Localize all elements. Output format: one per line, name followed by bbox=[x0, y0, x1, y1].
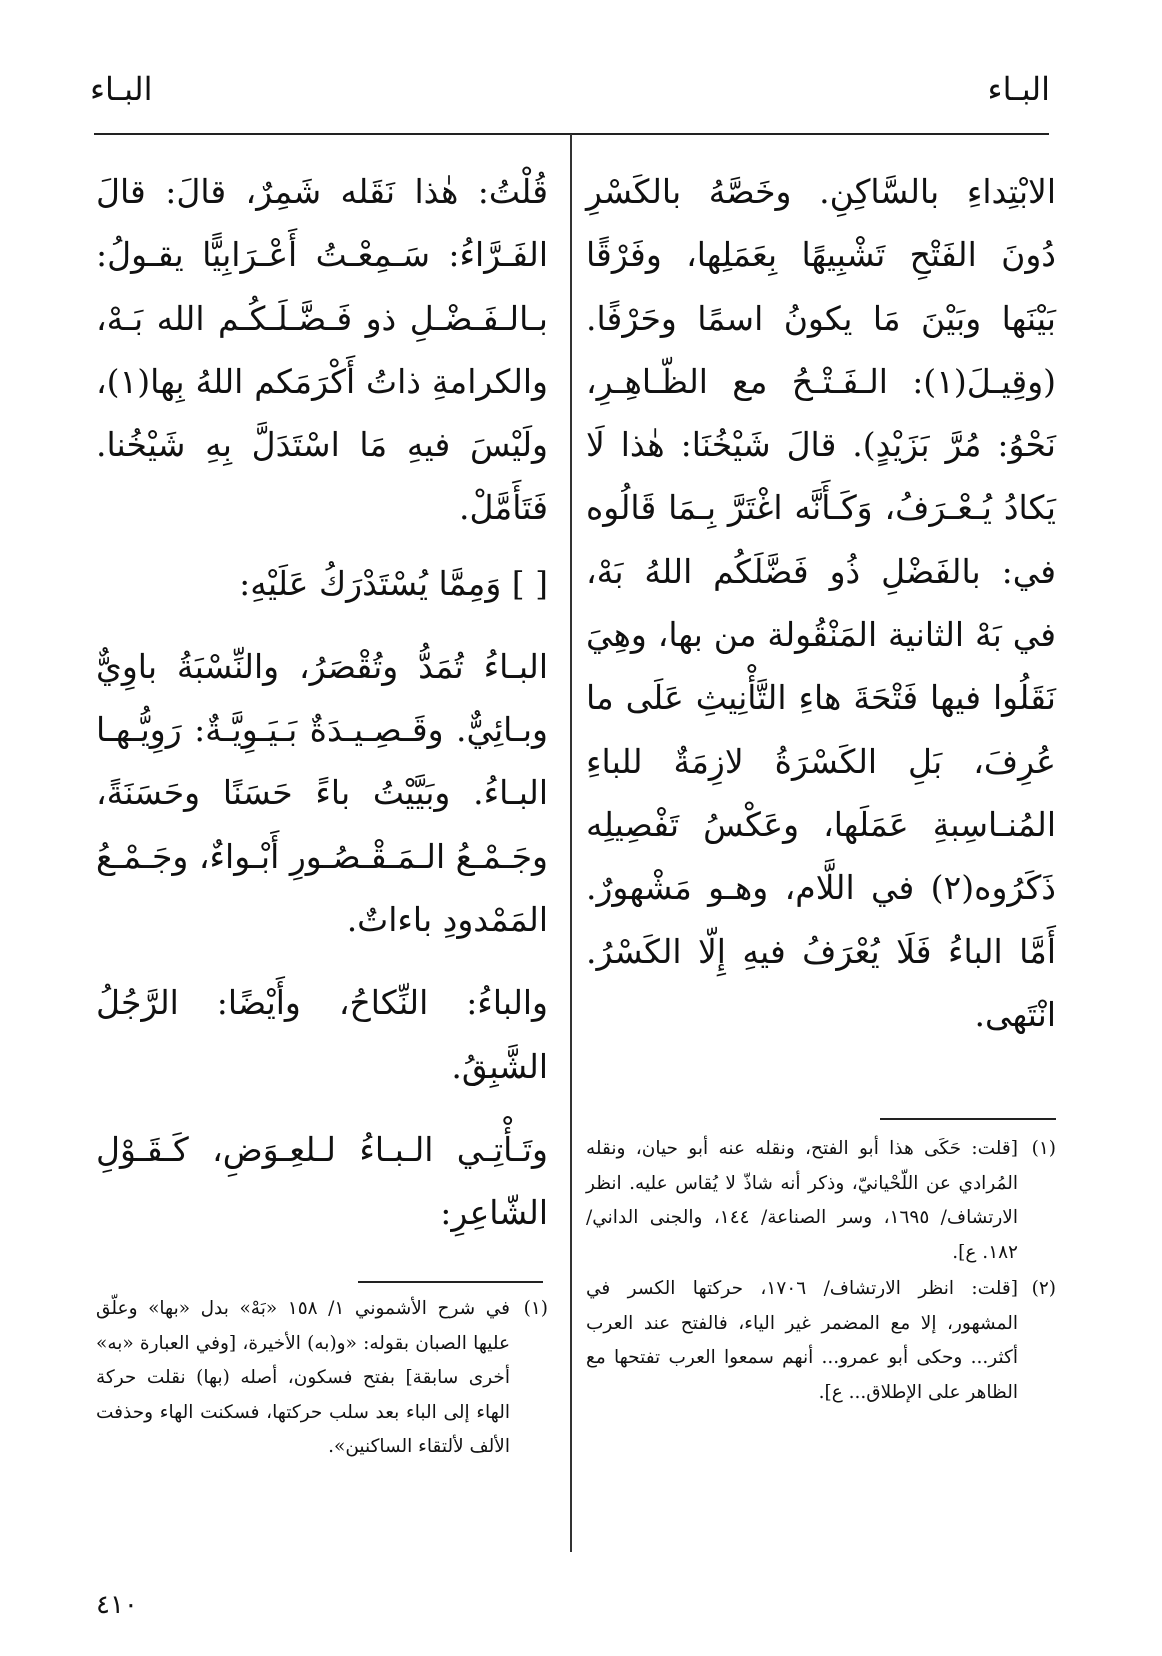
column-divider bbox=[570, 134, 572, 1552]
footnote-rule-left bbox=[358, 1281, 543, 1283]
footnote-text: في شرح الأشموني ١/ ١٥٨ «بَهْ» بدل «بها» وعلّق عليها الصبان بقوله: «و(به) الأخيرة، [وفي العبارة «به» أخرى سابقة] بفتح فسكون، أصله (بها) نقلت حركة الهاء إلى الباء بعد سلب حركتها، فسكنت الهاء وحذفت الألف لألتقاء الساكنين». bbox=[96, 1298, 510, 1457]
left-paragraph-1: قُلْتُ: هٰذا نَقَله شَمِرٌ، قالَ: قالَ الفَـرَّاءُ: سَـمِعْـتُ أَعْـرَابِيًّا يقـولُ: بـالـفَـضْـلِ ذو فَـضَّـلَـكُـم الله بَـهْ، والكرامةِ ذاتُ أَكْرَمَكم اللهُ بِها(١)، ولَيْسَ فيهِ مَا اسْتَدَلَّ بِهِ شَيْخُنا. فَتَأَمَّلْ. bbox=[96, 172, 548, 528]
footnote bbox=[586, 1132, 1056, 1270]
right-column bbox=[586, 160, 1056, 1046]
section-heading: [ ] وَمِمَّا يُسْتَدْرَكُ عَلَيْهِ: bbox=[239, 563, 548, 603]
footnote-text: [قلت: حَكَى هذا أبو الفتح، ونقله عنه أبو حيان، ونقله المُرادي عن اللّحْيانيّ، وذكر أنه شاذّ لا يُقاس عليه. انظر الارتشاف/ ١٦٩٥، وسر الصناعة/ ١٤٤، والجنى الداني/ ١٨٢. ع]. bbox=[586, 1138, 1018, 1263]
right-column-text: الابْتِداءِ بالسَّاكِنِ. وخَصَّهُ بالكَسْرِ دُونَ الفَتْحِ تَشْبِيهًا بِعَمَلِها، وفَرْقًا بَيْنَها وبَيْنَ مَا يكونُ اسمًا وحَرْفًا. (وقِيـلَ(١): الـفَـتْـحُ مع الظّـاهِـرِ، نَحْوُ: مُرَّ بَزَيْدٍ). قالَ شَيْخُنَا: هٰذا لَا يَكادُ يُـعْـرَفُ، وَكَـأَنَّه اغْتَرَّ بِـمَا قَالُوه في: بالفَضْلِ ذُو فَضَّلَكُم اللهُ بَهْ، في بَهْ الثانية المَنْقُولة من بها، وهِيَ نَقَلُوا فيها فَتْحَةَ هاءِ التَّأْنِيثِ عَلَى ما عُرِفَ، بَلِ الكَسْرَةُ لازِمَةٌ للباءِ المُنـاسِبةِ عَمَلَها، وعَكْسُ تَفْصِيلِه ذَكَرُوه(٢) في اللَّام، وهـو مَشْهورٌ. أَمَّا الباءُ فَلَا يُعْرَفُ فيهِ إِلّا الكَسْرُ. انْتَهى. bbox=[586, 172, 1056, 1034]
footnote-marker: (٢) bbox=[1031, 1278, 1056, 1299]
footnote-text: [قلت: انظر الارتشاف/ ١٧٠٦، حركتها الكسر في المشهور، إلا مع المضمر غير الياء، فالفتح عند العرب أكثر... وحكى أبو عمرو... أنهم سمعوا العرب تفتحها مع الظاهر على الإطلاق... ع]. bbox=[586, 1278, 1018, 1403]
running-head-right: البـاء bbox=[987, 70, 1050, 108]
left-column bbox=[96, 160, 548, 1244]
left-paragraph-3: والباءُ: النِّكاحُ، وأَيْضًا: الرَّجُلُ الشَّبِقُ. bbox=[96, 983, 548, 1086]
left-paragraph-2: البـاءُ تُمَدُّ وتُقْصَرُ، والنِّسْبَةُ باوِيٌّ وبـائِيٌّ. وقَـصِـيـدَةٌ بَـيَـوِيَّـةٌ: رَوِيُّـهـا البـاءُ. وبَيَّيْتُ باءً حَسَنًا وحَسَنَةً، وجَـمْـعُ الـمَـقْـصُـورِ أَبْـواءٌ، وجَـمْـعُ المَمْدودِ باءاتٌ. bbox=[96, 646, 548, 939]
footnotes-right bbox=[586, 1132, 1056, 1412]
footnote bbox=[96, 1292, 548, 1465]
footnote-marker: (١) bbox=[1031, 1138, 1056, 1159]
page-header bbox=[90, 70, 1050, 130]
running-head-left: البـاء bbox=[90, 70, 153, 108]
footnotes-left bbox=[96, 1292, 548, 1467]
footnote bbox=[586, 1272, 1056, 1410]
footnote-marker: (١) bbox=[523, 1298, 548, 1319]
left-paragraph-4: وتَـأْتِـي الـبـاءُ لـلعِـوَضِ، كَـقَـوْلِ الشّاعِرِ: bbox=[96, 1129, 548, 1233]
page-number: ٤١٠ bbox=[96, 1590, 138, 1620]
footnote-rule-right bbox=[880, 1118, 1056, 1120]
